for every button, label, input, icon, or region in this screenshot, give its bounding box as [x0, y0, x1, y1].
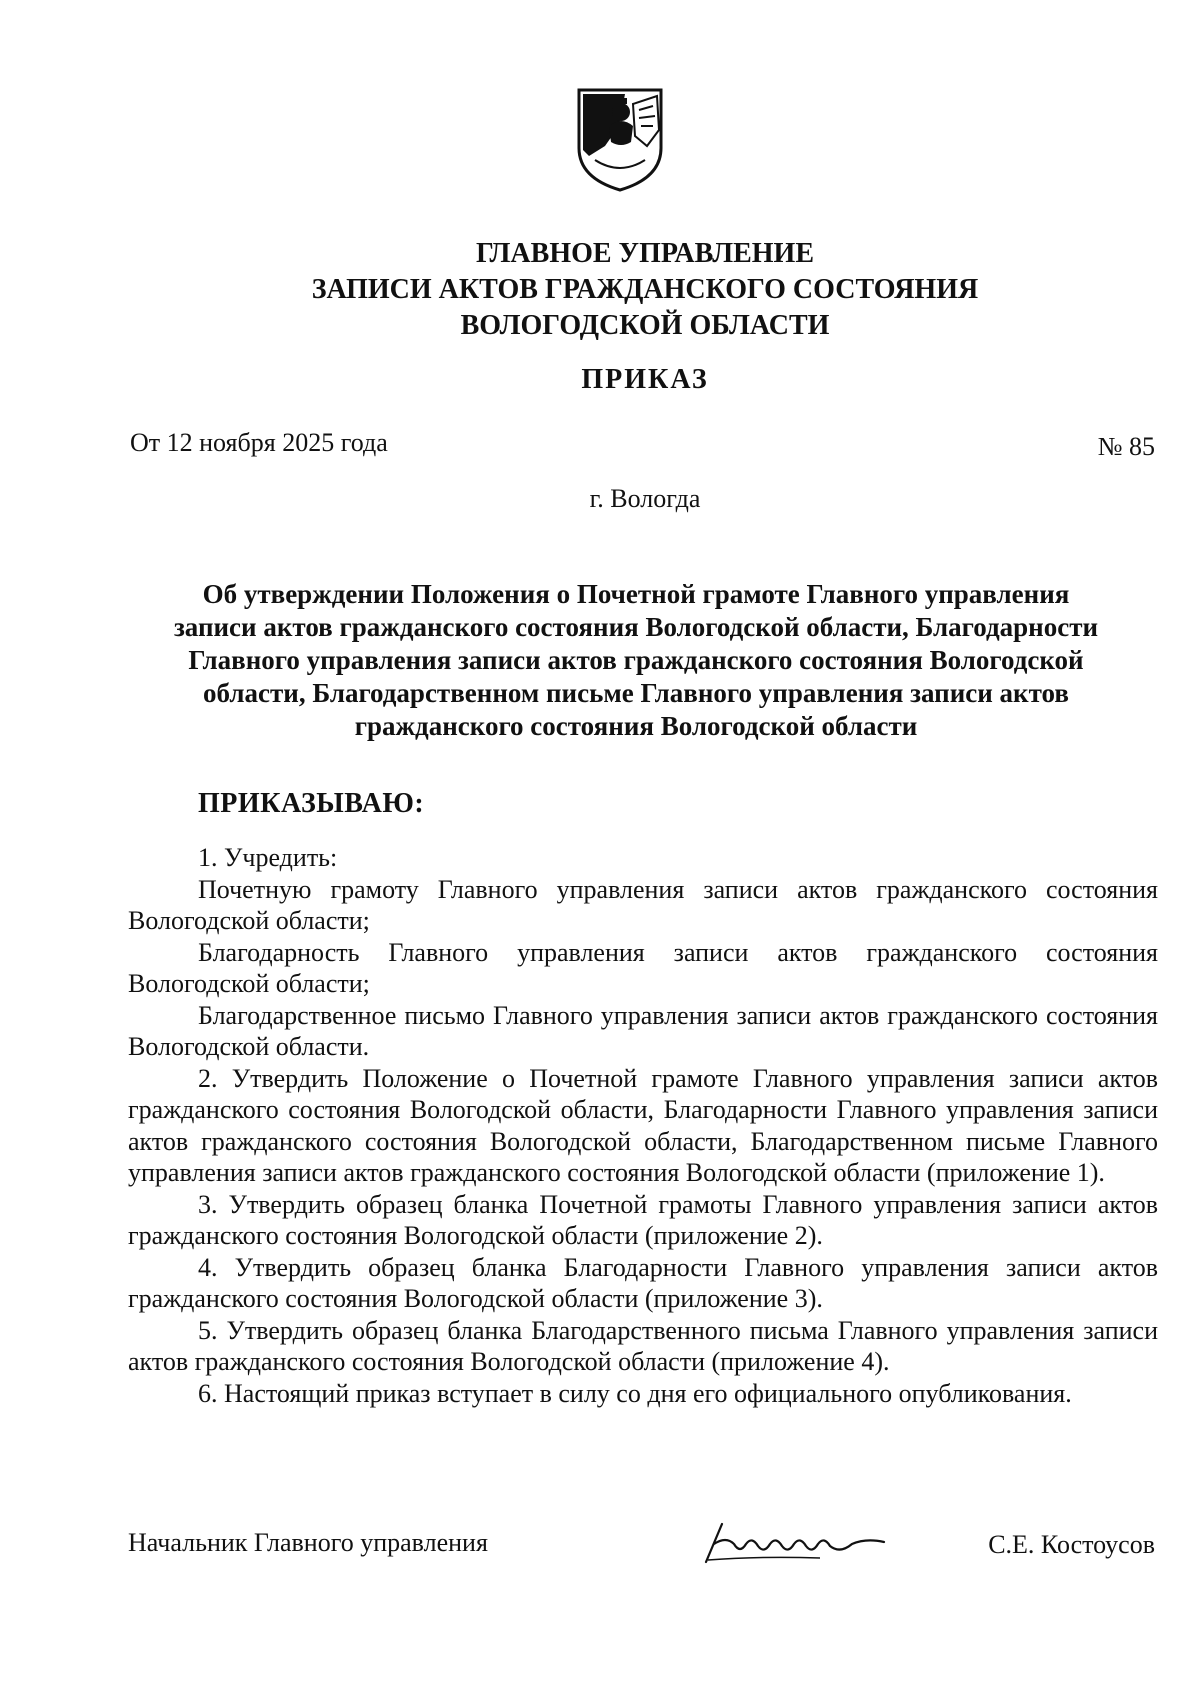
document-body	[128, 842, 1158, 1409]
title-line: записи актов гражданского состояния Вологодской области, Благодарности	[173, 612, 1099, 642]
title-line: Об утверждении Положения о Почетной грамоте Главного управления	[202, 579, 1070, 609]
signatory-name: С.Е. Костоусов	[988, 1530, 1155, 1559]
decree-word: ПРИКАЗЫВАЮ:	[198, 788, 425, 819]
paragraph: 4. Утвердить образец бланка Благодарности Главного управления записи актов гражданского состояния Вологодской области (приложение 3).	[128, 1252, 1158, 1313]
org-line-2: ЗАПИСИ АКТОВ ГРАЖДАНСКОГО СОСТОЯНИЯ	[311, 274, 979, 305]
document-type: ПРИКАЗ	[581, 364, 709, 395]
handwritten-signature-icon	[700, 1510, 890, 1570]
document-number: № 85	[1097, 432, 1155, 461]
paragraph: Благодарственное письмо Главного управления записи актов гражданского состояния Вологодской области.	[128, 1000, 1158, 1061]
paragraph: 3. Утвердить образец бланка Почетной грамоты Главного управления записи актов гражданского состояния Вологодской области (приложение 2).	[128, 1189, 1158, 1250]
org-line-3: ВОЛОГОДСКОЙ ОБЛАСТИ	[460, 310, 830, 341]
title-line: гражданского состояния Вологодской области	[354, 711, 918, 741]
document-date: От 12 ноября 2025 года	[130, 428, 388, 457]
paragraph: 1. Учредить:	[198, 843, 338, 872]
document-city: г. Вологда	[589, 484, 701, 513]
paragraph: 6. Настоящий приказ вступает в силу со дня его официального опубликования.	[198, 1378, 1072, 1408]
paragraph: 5. Утвердить образец бланка Благодарственного письма Главного управления записи актов гражданского состояния Вологодской области (приложение 4).	[128, 1315, 1158, 1376]
signatory-position: Начальник Главного управления	[128, 1528, 488, 1557]
title-line: области, Благодарственном письме Главного управления записи актов	[203, 678, 1069, 708]
organization-header	[0, 236, 1200, 344]
coat-of-arms-icon	[575, 86, 665, 194]
document-title	[152, 578, 1120, 743]
paragraph: 2. Утвердить Положение о Почетной грамоте Главного управления записи актов гражданского состояния Вологодской области, Благодарности Главного управления записи актов гражданского состояния Вологодской области, Благодарственном письме Главного управления записи актов гражданского состояния Вологодской области (приложение 1).	[128, 1063, 1158, 1187]
title-line: Главного управления записи актов гражданского состояния Вологодской	[188, 645, 1084, 675]
paragraph: Почетную грамоту Главного управления записи актов гражданского состояния Вологодской области;	[128, 874, 1158, 935]
org-line-1: ГЛАВНОЕ УПРАВЛЕНИЕ	[475, 238, 815, 269]
paragraph: Благодарность Главного управления записи актов гражданского состояния Вологодской области;	[128, 937, 1158, 998]
